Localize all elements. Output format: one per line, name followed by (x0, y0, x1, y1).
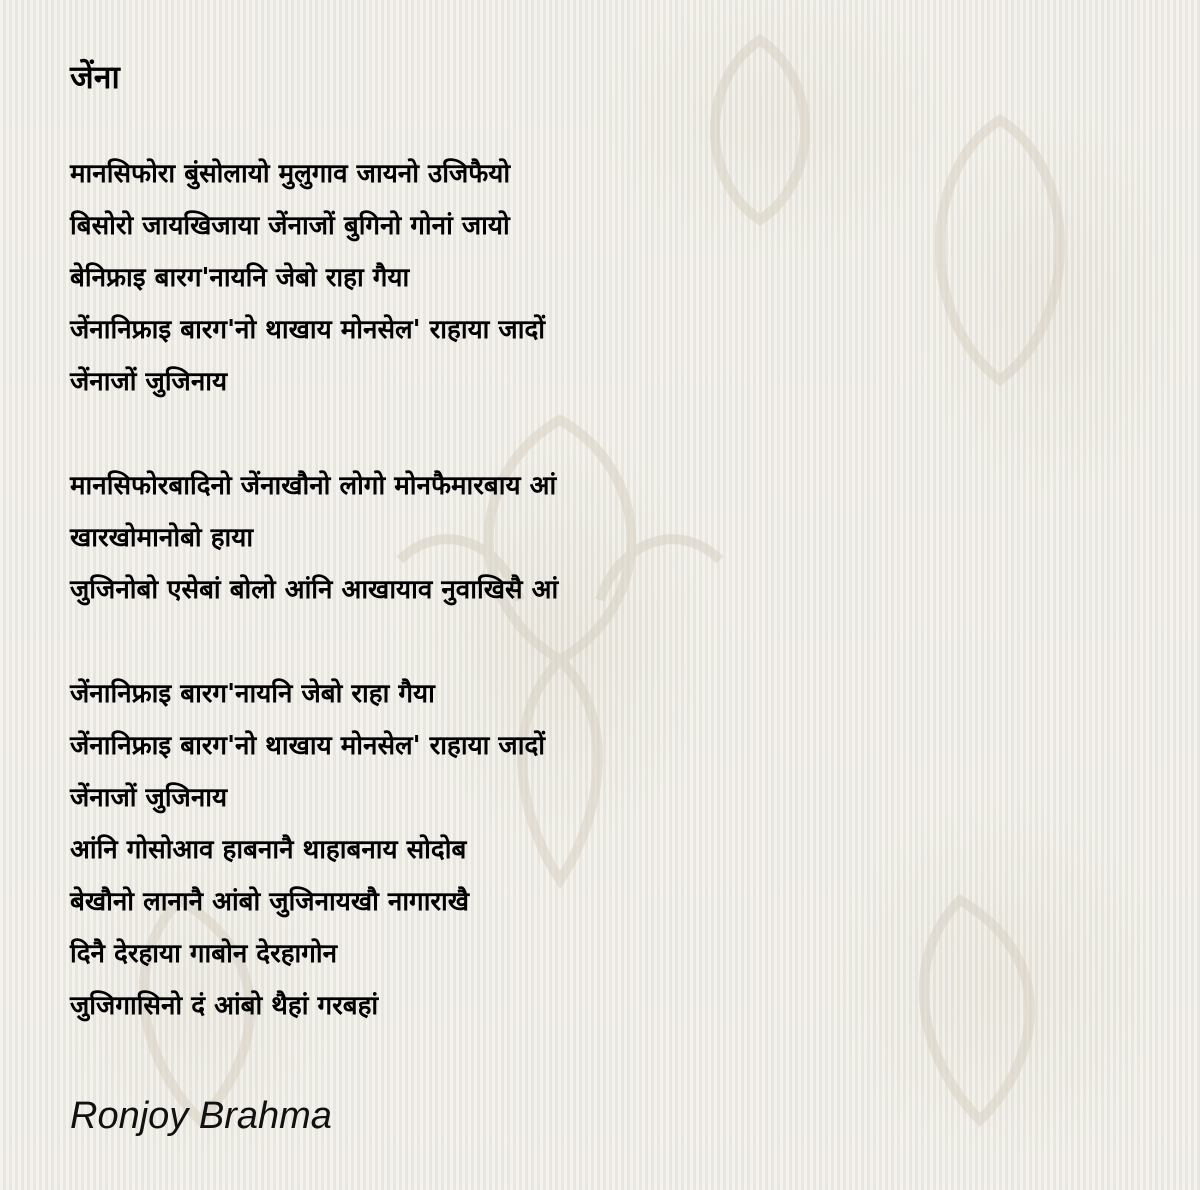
poem-line: आंनि गोसोआव हाबनानै थाहाबनाय सोदोब (70, 835, 467, 865)
poem-body (70, 148, 1150, 1084)
poem-line: बेखौनो लानानै आंबो जुजिनायखौ नागाराखै (70, 887, 470, 917)
poem-line: खारखोमानोबो हाया (70, 523, 254, 553)
poem-line: जेंनाजों जुजिनाय (70, 367, 228, 397)
poem-line: मानसिफोरा बुंसोलायो मुलुगाव जायनो उजिफैयो (70, 159, 511, 189)
poem-line: बिसोरो जायखिजाया जेंनाजों बुगिनो गोनां जायो (70, 211, 510, 241)
poem-title: जेंना (70, 58, 120, 96)
stanza-1 (70, 148, 1150, 408)
poem-line: जुजिनोबो एसेबां बोलो आंनि आखायाव नुवाखिसै आं (70, 575, 559, 605)
stanza-3 (70, 668, 1150, 1032)
poem-line: बेनिफ्राइ बारग'नायनि जेबो राहा गैया (70, 263, 410, 293)
poem-line: जेंनानिफ्राइ बारग'नो थाखाय मोनसेल' राहाया जादों (70, 731, 545, 761)
poem-line: मानसिफोरबादिनो जेंनाखौनो लोगो मोनफैमारबाय आं (70, 471, 557, 501)
poem-line: दिनै देरहाया गाबोन देरहागोन (70, 939, 338, 969)
poem-line: जुजिगासिनो दं आंबो थैहां गरबहां (70, 991, 379, 1021)
poem-line: जेंनाजों जुजिनाय (70, 783, 228, 813)
poem-line: जेंनानिफ्राइ बारग'नायनि जेबो राहा गैया (70, 679, 435, 709)
stanza-2 (70, 460, 1150, 616)
poem-author: Ronjoy Brahma (70, 1095, 332, 1137)
poem-line: जेंनानिफ्राइ बारग'नो थाखाय मोनसेल' राहाया जादों (70, 315, 545, 345)
